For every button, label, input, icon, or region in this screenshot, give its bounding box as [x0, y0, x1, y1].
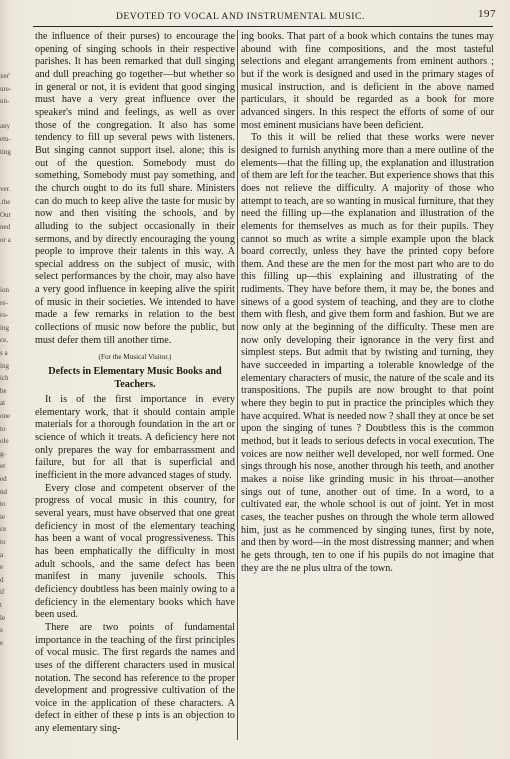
margin-fragment: ion: [0, 286, 9, 295]
margin-fragment: ole: [0, 437, 9, 446]
margin-fragment: [0, 259, 30, 272]
margin-fragment: ie: [0, 512, 6, 521]
article-title: Defects in Elementary Music Books and Teachers.: [48, 366, 222, 390]
margin-fragment: [0, 246, 30, 259]
margin-fragment: s: [0, 626, 3, 635]
margin-fragment: or a: [0, 235, 11, 244]
margin-fragment: ned: [0, 223, 11, 232]
left-column: [35, 31, 235, 736]
margin-fragment: g-: [0, 449, 6, 458]
margin-fragment: to: [0, 424, 6, 433]
column-divider: [237, 30, 238, 740]
margin-fragment: [0, 108, 30, 121]
margin-fragment: t: [0, 600, 2, 609]
body-paragraph: It is of the first importance in every elementary work, that it should contain ample materials for a thorough foundation in the art or science of which it treats. A deficiency here not only prepares the way for embarrassment and failure, but for all that is superficial and inefficient in the more advanced stages of study.: [35, 394, 235, 481]
running-title: DEVOTED TO VOCAL AND INSTRUMENTAL MUSIC.: [116, 11, 365, 22]
margin-fragment: re-: [0, 298, 8, 307]
margin-fragment: at: [0, 399, 6, 408]
margin-fragment: [0, 158, 30, 171]
margin-fragment: ver.: [0, 185, 11, 194]
page-number: 197: [478, 8, 496, 20]
margin-fragment: ed: [0, 475, 7, 483]
margin-fragment: ce,: [0, 336, 8, 345]
margin-fragment: e: [0, 638, 4, 647]
margin-fragment: le: [0, 613, 6, 622]
margin-fragment: .the: [0, 197, 11, 206]
article-credit: (For the Musical Visitor.): [98, 353, 172, 362]
margin-fragment: [0, 171, 30, 184]
continued-paragraph: the influence of their purses) to encourage the opening of singing schools in their respective parishes. It has been remarked that dull singing and dull preaching go together—but whether so in general or not, it is evident that good singing must have a very great influence over the speaker's mind and feelings, as well as over those of the congregation. It also has some tendency to fill up several pews with listeners. But singing cannot support itsel. alone; this is out of the question. Somebody must do something, Somebody must pay something, and the church ought to do its full share. Ministers can do much to keep alive the taste for music by now and then visiting the schools, and by alluding to the subject occasionally in their sermons, and by directly encouraging the young people to improve their talents in this way. A special address on the subject of music, with select performances by the choir, may also have a very good influence in keeping alive the spirit of music in their societies. We intended to have made a few remarks in relation to the best collections of music now before the public, but must defer them till another time.: [35, 31, 235, 346]
margin-fragment: to: [0, 537, 6, 546]
margin-fragment: nd: [0, 487, 7, 496]
header-rule: [33, 26, 493, 27]
margin-fragment: ce: [0, 525, 7, 534]
body-paragraph: There are two points of fundamental importance in the teaching of the first principles of vocal music. The first regards the names and uses of the different characters used in musical notation. The second has reference to the proper development and progressive cultivation of the voice in the application of these characters. A defect in either of these p ints is an objection to any elementary sing-: [35, 621, 235, 735]
margin-fragment: be: [0, 386, 7, 395]
adjacent-page-margin: [0, 70, 30, 649]
margin-fragment: to: [0, 500, 6, 509]
margin-fragment: ure-: [0, 84, 12, 93]
margin-fragment: ing: [0, 361, 9, 370]
margin-fragment: one: [0, 412, 11, 421]
margin-fragment: a: [0, 550, 4, 559]
margin-fragment: if: [0, 588, 5, 597]
margin-fragment: ing: [0, 323, 9, 332]
margin-fragment: ting: [0, 147, 11, 156]
margin-fragment: s a: [0, 349, 8, 358]
margin-fragment: er: [0, 462, 6, 471]
body-paragraph: Every close and competent observer of the progress of vocal music in this country, for several years, must have observed that one great deficiency in most of the elementary teaching has been a want of vocal progressiveness. This has been emphatically the difficulty in most adult schools, and the same defect has been manifest in many juvenile schools. This deficiency doubtless has been mainly owing to a deficiency in the elementary books which have been used.: [35, 482, 235, 621]
margin-fragment: ro-: [0, 311, 9, 320]
page-header: [86, 8, 496, 24]
body-paragraph: To this it will be relied that these works were never designed to furnish anything more than a mere outline of the elements—that the filling up, the explanation and illustration of them are left for the teacher. But experience shows that this does not relieve the difficulty. A majority of those who attempt to teach, are so wanting in musical furniture, that they need the filling up—the explanation and illustration of the elements for themselves as much as for their pupils. They cannot so much as write a simple example upon the black board correctly, unless they have the printed copy before them. And these are the men for the most part who are to do this filling up—this explaining and illustrating of the rudiments. They have before them, it may be, the bones and sinews of a good system of teaching, and they are to clothe them with flesh, and give them form and fashion. But we are now only at the beginning of the difficulty. These men are now only developing their ignorance in the very first and simplest steps. But admit that by twisting and turning, they have succeeded in imparting a tolerable knowledge of the elementary characters of music, the nature of the scale and its transpositions. The pupils are now brought to that point where they begin to put in practice the principles which they have acquired. What is needed now ? shall they at once be set upon the singing of tunes ? Doubtless this is the common method, but it leads to serious defects in vocal execution. The voices are now neither well developed, nor well formed. One sings through his nose, another through his teeth, and another makes a noise like grinding music in his throat—another sings out of tune, another out of time. In a word, to a cultivated ear, the whole school is out of joint. Yet in most cases, the teacher pushes on through the whole term allowed him, just as he commenced by singing tunes, first by note, and then by word—in the most distressing manner; and when he gets through, ten to one if his pupils do not imagine that they are the ne plus ultra of the town.: [241, 132, 494, 574]
margin-fragment: etu-: [0, 134, 11, 143]
margin-fragment: any: [0, 122, 11, 131]
margin-fragment: [0, 272, 30, 285]
margin-fragment: e: [0, 563, 4, 572]
margin-fragment: un-: [0, 97, 10, 106]
margin-fragment: ich: [0, 374, 9, 383]
margin-fragment: d: [0, 575, 4, 584]
margin-fragment: Our: [0, 210, 11, 219]
right-column: [241, 31, 494, 575]
margin-fragment: xer': [0, 72, 11, 80]
continued-paragraph: ing books. That part of a book which contains the tunes may abound with fine compositions, and the most tasteful selections and elegant arrangements from eminent authors ; but if the work is designed and used in the primary stages of musical instruction, and is deficient in the above named particulars, it should be regarded as a book for more advanced singers. In this respect the efforts of some of our most eminent musicians have been deficient.: [241, 31, 494, 131]
